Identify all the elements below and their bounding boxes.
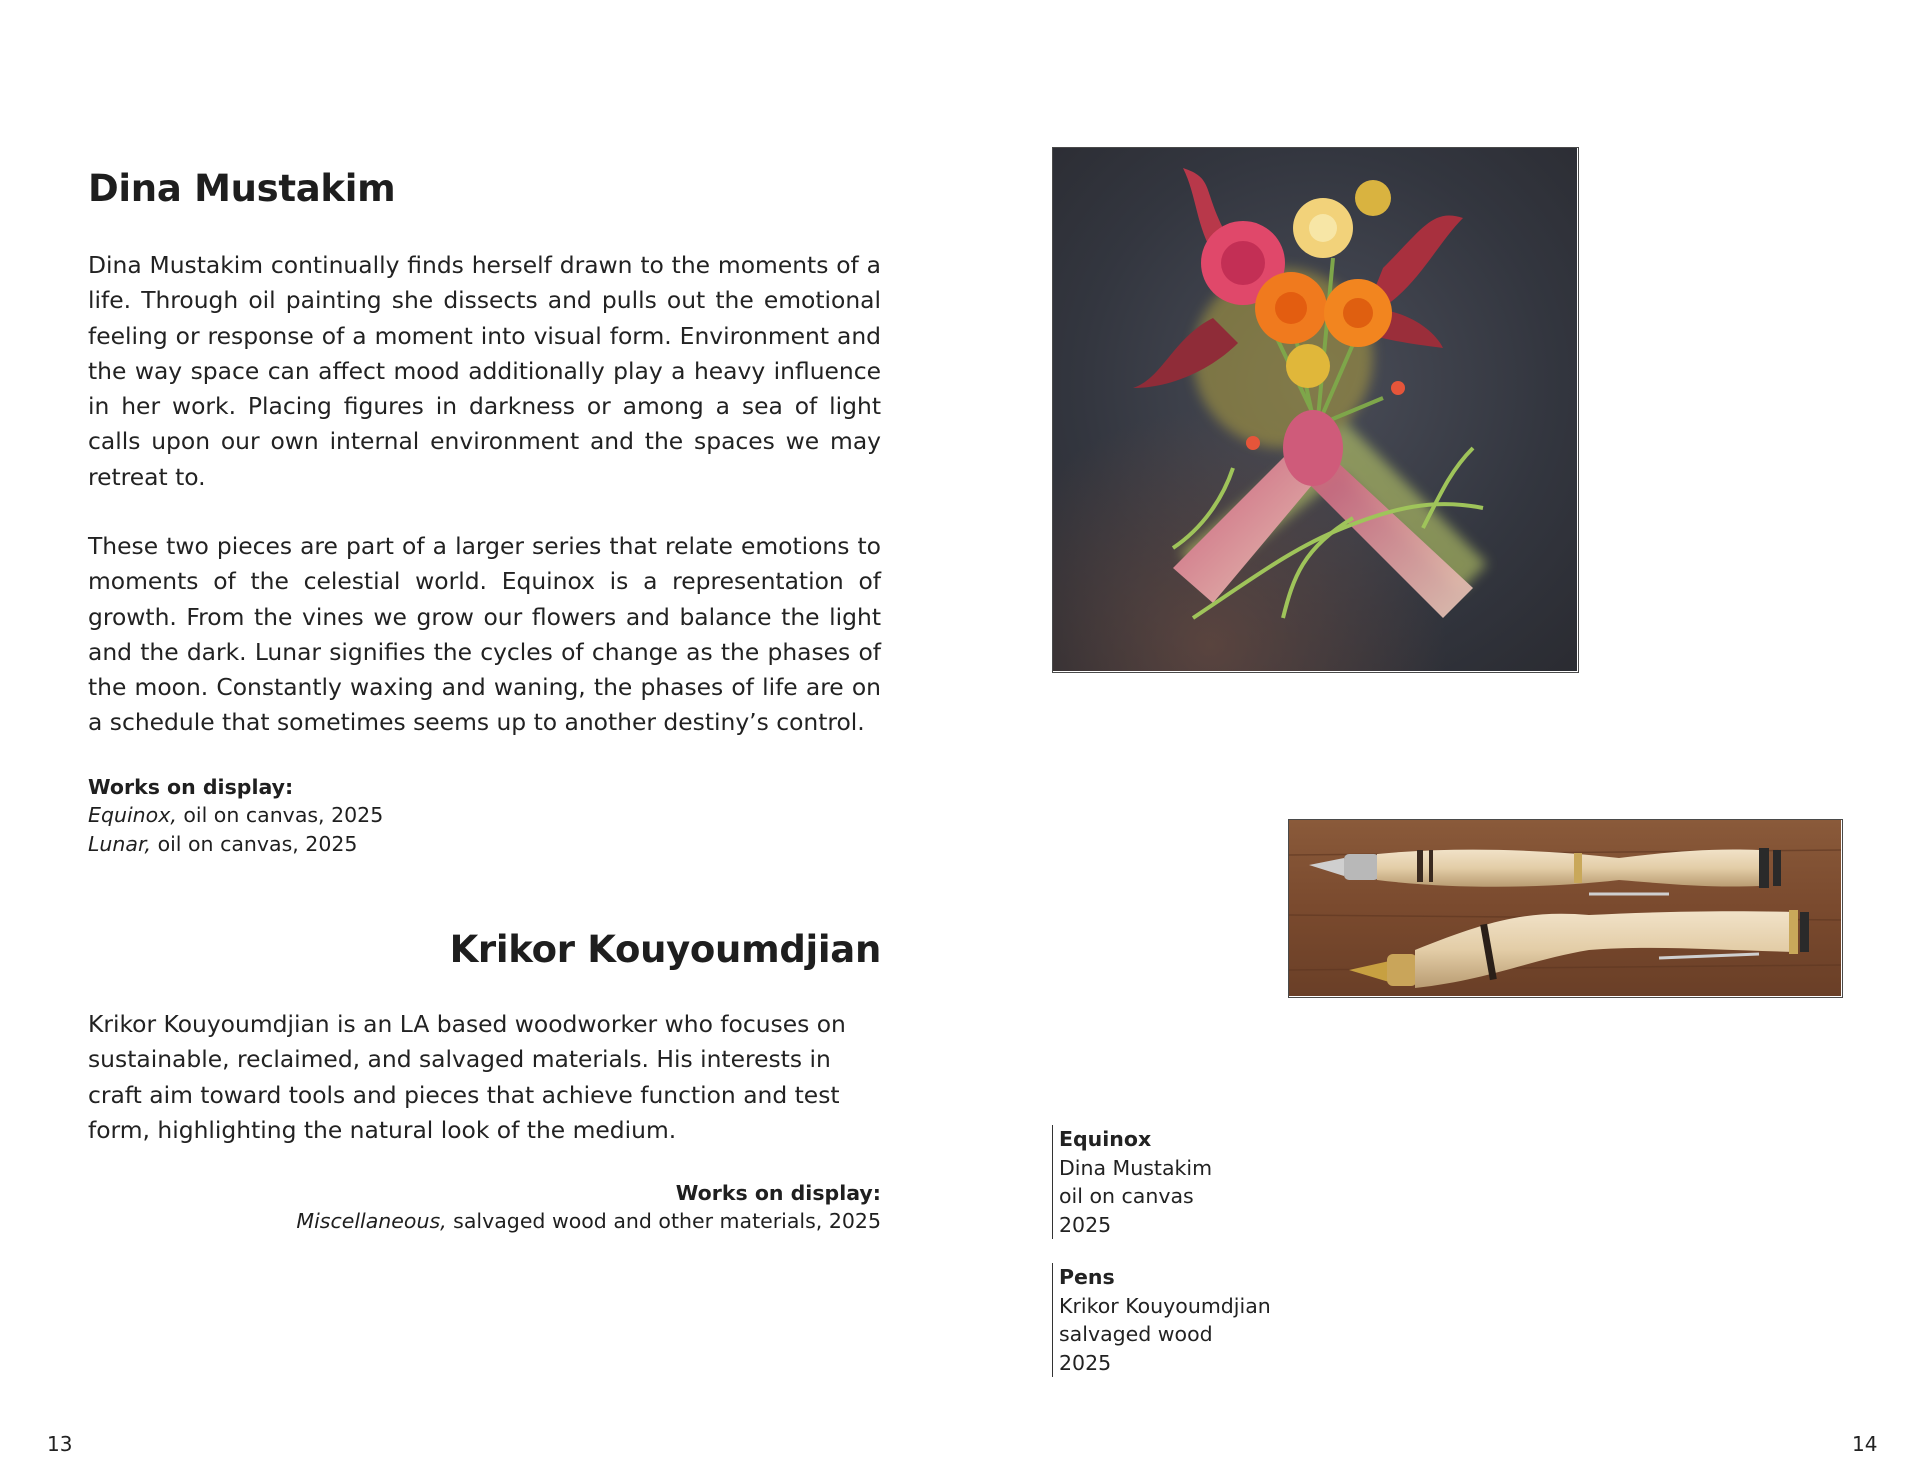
work-item: Lunar, oil on canvas, 2025	[88, 831, 358, 856]
artist-name-dina: Dina Mustakim	[88, 167, 396, 210]
caption-pens	[1052, 1263, 1271, 1377]
works-on-display-dina	[88, 773, 688, 858]
caption-artist: Dina Mustakim	[1059, 1155, 1213, 1180]
artist-name-krikor: Krikor Kouyoumdjian	[449, 928, 881, 971]
works-heading: Works on display:	[88, 775, 294, 799]
equinox-painting-illustration	[1053, 148, 1577, 671]
works-on-display-krikor	[281, 1179, 881, 1236]
bio-paragraph-2: These two pieces are part of a larger series that relate emotions to moments of the celestial world. Equinox is a representation of growth. From the vines we grow our flowers and balance the light and the dark. Lunar signifies the cycles of change as the phases of the moon. Constantly waxing and waning, the phases of life are on a schedule that sometimes seems up to another destiny’s control.	[88, 532, 881, 737]
equinox-painting-image	[1052, 147, 1579, 673]
work-item: Equinox, oil on canvas, 2025	[88, 803, 384, 827]
caption-year: 2025	[1059, 1350, 1112, 1375]
pens-illustration	[1289, 820, 1841, 996]
page-number-right: 14	[1852, 1432, 1878, 1456]
bio-krikor: Krikor Kouyoumdjian is an LA based woodworker who focuses on sustainable, reclaimed, and salvaged materials. His interests in craft aim toward tools and pieces that achieve function and test form, highlighting the natural look of the medium.	[88, 1010, 846, 1144]
caption-medium: oil on canvas	[1059, 1184, 1194, 1208]
caption-title: Pens	[1059, 1265, 1115, 1289]
bio-paragraph-1: Dina Mustakim continually finds herself drawn to the moments of a life. Through oil painting she dissects and pulls out the emotional feeling or response of a moment into visual form. Environment and the way space can affect mood additionally play a heavy influence in her work. Placing figures in darkness or among a sea of light calls upon our own internal environment and the spaces we may retreat to.	[88, 251, 881, 491]
caption-year: 2025	[1059, 1212, 1112, 1237]
work-item: Miscellaneous, salvaged wood and other materials, 2025	[296, 1209, 881, 1233]
page-number-left: 13	[47, 1432, 73, 1456]
caption-title: Equinox	[1059, 1127, 1152, 1151]
caption-artist: Krikor Kouyoumdjian	[1059, 1293, 1271, 1318]
caption-equinox	[1052, 1125, 1212, 1239]
works-heading: Works on display:	[675, 1181, 881, 1205]
caption-medium: salvaged wood	[1059, 1322, 1213, 1346]
pens-photo-image	[1288, 819, 1843, 998]
